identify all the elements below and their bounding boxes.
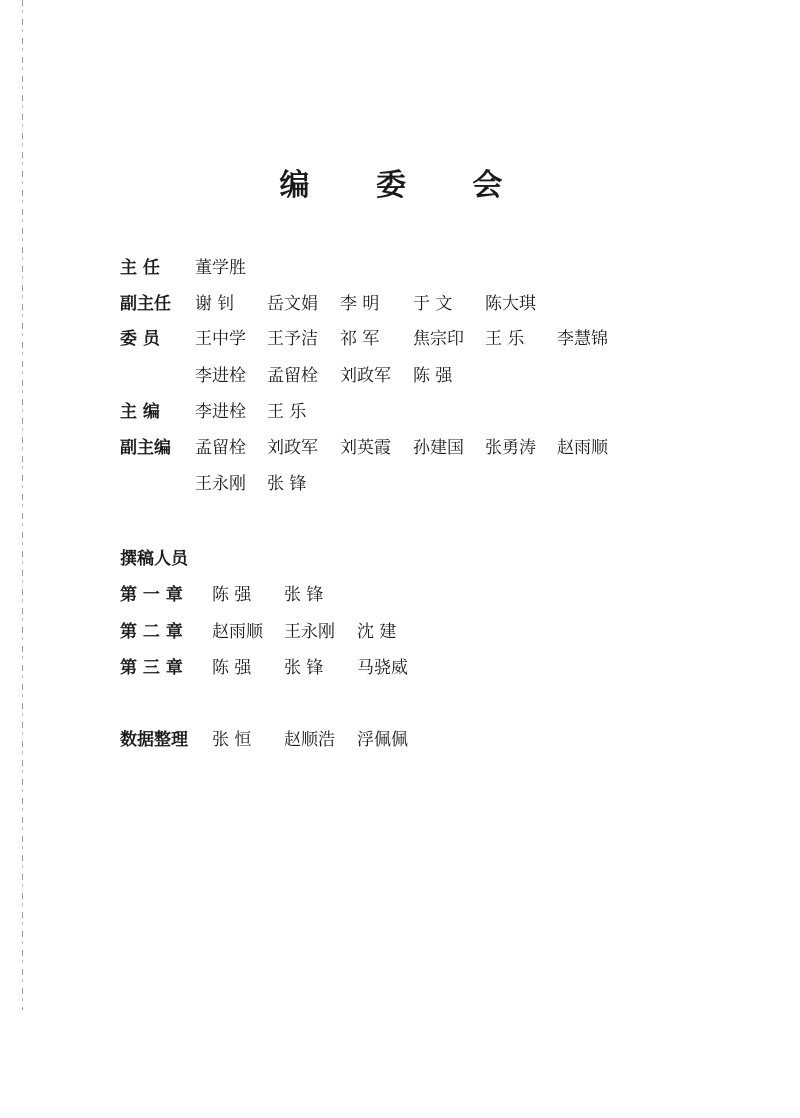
committee-name: 王中学 xyxy=(195,329,246,349)
committee-name: 刘政军 xyxy=(267,438,318,458)
writer-name: 赵雨顺 xyxy=(212,622,263,642)
writer-name: 马骁威 xyxy=(357,658,408,678)
committee-label: 主 任 xyxy=(120,258,160,278)
chapter-label: 第 二 章 xyxy=(120,622,183,642)
committee-name: 王永刚 xyxy=(195,474,246,494)
committee-name: 赵雨顺 xyxy=(557,438,608,458)
data-org-name: 赵顺浩 xyxy=(284,730,335,750)
committee-name: 张 锋 xyxy=(267,474,307,494)
data-org-name: 张 恒 xyxy=(212,730,252,750)
committee-name: 刘政军 xyxy=(340,366,391,386)
committee-label: 副主任 xyxy=(120,294,171,314)
writer-name: 沈 建 xyxy=(357,622,397,642)
committee-name: 陈 强 xyxy=(413,366,453,386)
data-org-name: 浮佩佩 xyxy=(357,730,408,750)
page-title: 编 委 会 xyxy=(279,168,531,203)
committee-name: 焦宗印 xyxy=(413,329,464,349)
committee-name: 张勇涛 xyxy=(485,438,536,458)
committee-name: 董学胜 xyxy=(195,258,246,278)
writer-name: 王永刚 xyxy=(284,622,335,642)
committee-name: 王予洁 xyxy=(267,329,318,349)
committee-name: 王 乐 xyxy=(485,329,525,349)
data-org-label: 数据整理 xyxy=(120,730,188,750)
writer-name: 张 锋 xyxy=(284,585,324,605)
committee-name: 刘英霞 xyxy=(340,438,391,458)
chapter-label: 第 一 章 xyxy=(120,585,183,605)
committee-label: 主 编 xyxy=(120,402,160,422)
writer-name: 张 锋 xyxy=(284,658,324,678)
chapter-label: 第 三 章 xyxy=(120,658,183,678)
committee-name: 李进栓 xyxy=(195,366,246,386)
committee-name: 于 文 xyxy=(413,294,453,314)
committee-name: 谢 钊 xyxy=(195,294,235,314)
committee-name: 孟留栓 xyxy=(267,366,318,386)
committee-name: 孙建国 xyxy=(413,438,464,458)
writer-name: 陈 强 xyxy=(212,585,252,605)
committee-name: 孟留栓 xyxy=(195,438,246,458)
committee-name: 祁 军 xyxy=(340,329,380,349)
committee-label: 委 员 xyxy=(120,329,160,349)
committee-name: 岳文娟 xyxy=(267,294,318,314)
committee-name: 李慧锦 xyxy=(557,329,608,349)
scan-edge-mark xyxy=(22,0,23,1010)
committee-name: 陈大琪 xyxy=(485,294,536,314)
committee-label: 副主编 xyxy=(120,438,171,458)
committee-name: 李 明 xyxy=(340,294,380,314)
writer-name: 陈 强 xyxy=(212,658,252,678)
committee-name: 李进栓 xyxy=(195,402,246,422)
writers-heading: 撰稿人员 xyxy=(120,549,188,569)
committee-name: 王 乐 xyxy=(267,402,307,422)
